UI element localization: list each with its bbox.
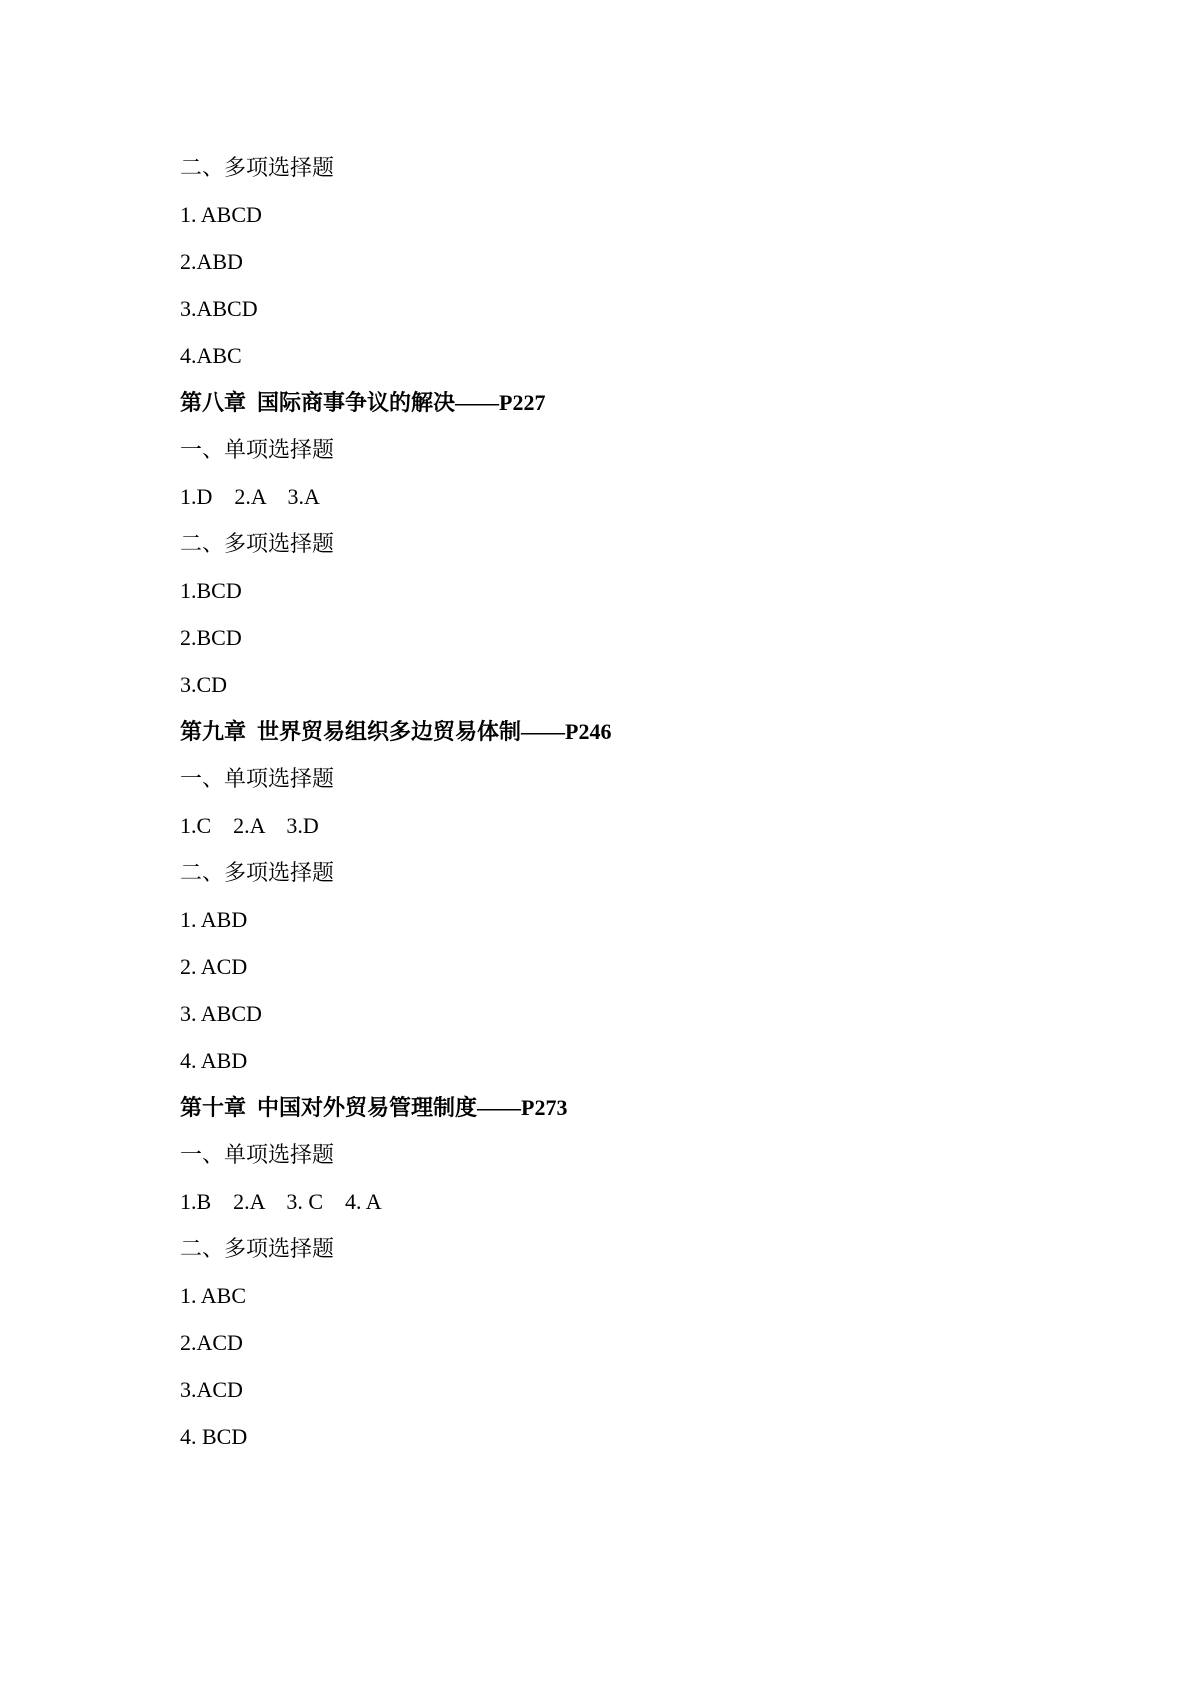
answer-line: 4. BCD (180, 1424, 248, 1449)
section-heading-multiple-choice: 二、多项选择题 (180, 1236, 335, 1261)
answer-line: 2.ACD (180, 1330, 243, 1355)
section-heading-multiple-choice: 二、多项选择题 (180, 860, 335, 885)
answer-line: 4. ABD (180, 1048, 248, 1073)
chapter-heading-9: 第九章 世界贸易组织多边贸易体制——P246 (180, 719, 612, 744)
answer-line: 3.ABCD (180, 296, 258, 321)
answer-line: 3. ABCD (180, 1001, 262, 1026)
answer-line: 1.BCD (180, 578, 242, 603)
section-heading-multiple-choice: 二、多项选择题 (180, 155, 335, 180)
chapter-heading-10: 第十章 中国对外贸易管理制度——P273 (180, 1095, 568, 1120)
answer-line: 4.ABC (180, 343, 242, 368)
answer-line: 1.C 2.A 3.D (180, 813, 319, 838)
answer-line: 1.D 2.A 3.A (180, 484, 320, 509)
answer-line: 3.CD (180, 672, 228, 697)
answer-line: 1. ABC (180, 1283, 247, 1308)
section-heading-multiple-choice: 二、多项选择题 (180, 531, 335, 556)
answer-line: 1. ABD (180, 907, 248, 932)
answer-line: 2.ABD (180, 249, 243, 274)
answer-key-content (180, 144, 1080, 1460)
answer-line: 2.BCD (180, 625, 242, 650)
answer-line: 3.ACD (180, 1377, 243, 1402)
section-heading-single-choice: 一、单项选择题 (180, 437, 335, 462)
answer-line: 2. ACD (180, 954, 248, 979)
answer-line: 1.B 2.A 3. C 4. A (180, 1189, 382, 1214)
section-heading-single-choice: 一、单项选择题 (180, 1142, 335, 1167)
chapter-heading-8: 第八章 国际商事争议的解决——P227 (180, 390, 546, 415)
section-heading-single-choice: 一、单项选择题 (180, 766, 335, 791)
answer-line: 1. ABCD (180, 202, 262, 227)
